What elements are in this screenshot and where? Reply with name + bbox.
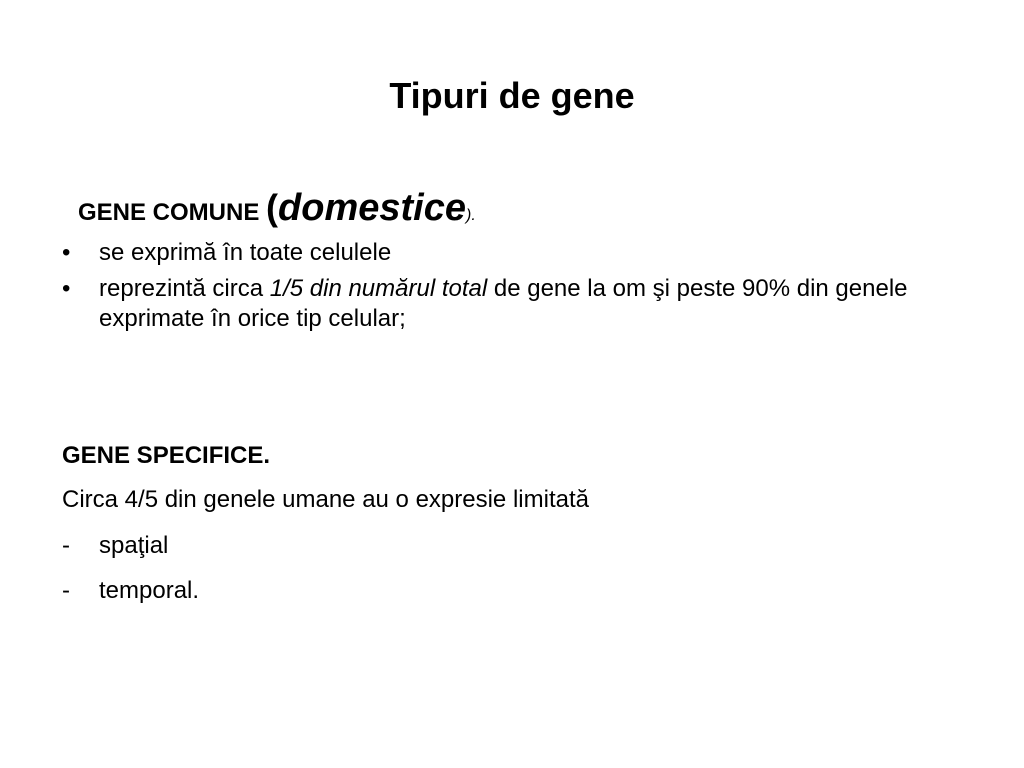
dash-marker: -	[62, 577, 70, 604]
section-paragraph-specific-genes: Circa 4/5 din genele umane au o expresie limitată	[62, 486, 589, 513]
bullet-marker: •	[62, 275, 71, 302]
heading-prefix: GENE COMUNE	[78, 199, 267, 226]
slide-title: Tipuri de gene	[389, 75, 635, 116]
bullet-marker: •	[62, 239, 71, 266]
list-item	[62, 238, 962, 268]
section-heading-common-genes	[78, 178, 476, 246]
list-item-text-italic: 1/5 din numărul total	[269, 275, 488, 302]
list-item-text-before: reprezintă circa	[99, 275, 270, 302]
dash-marker: -	[62, 532, 70, 559]
list-item	[62, 575, 199, 607]
list-item-text: temporal.	[99, 577, 200, 604]
list-item	[62, 274, 962, 334]
heading-italic-term: domestice	[278, 187, 466, 229]
list-item-text: se exprimă în toate celulele	[99, 239, 392, 266]
section-heading-specific-genes: GENE SPECIFICE.	[62, 442, 271, 469]
heading-paren-open: (	[266, 187, 279, 228]
list-item	[62, 530, 199, 562]
heading-paren-close: ).	[465, 207, 476, 224]
list-item-text-after: de gene la om şi peste 90% din genele exprimate în orice tip celular;	[99, 275, 908, 332]
list-item-text: spaţial	[99, 532, 169, 559]
dash-list-specific-genes	[62, 530, 199, 620]
bullet-list-common-genes	[62, 238, 962, 340]
